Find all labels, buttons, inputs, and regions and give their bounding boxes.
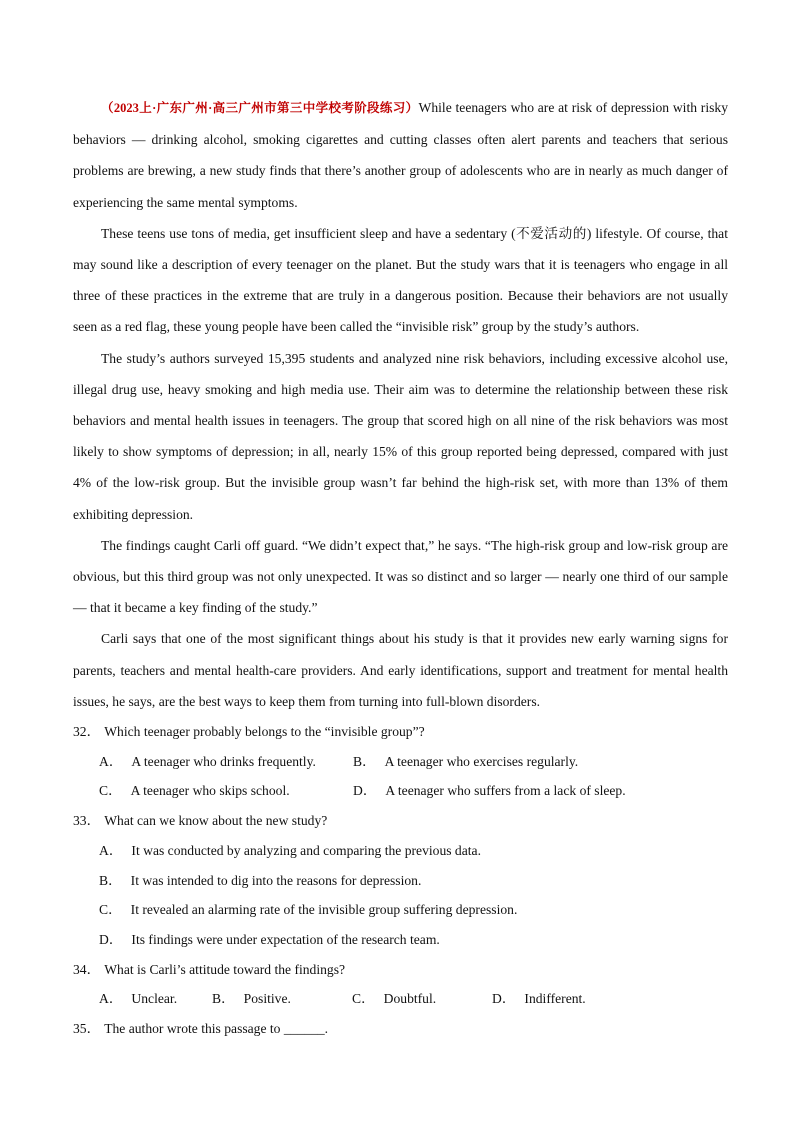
- question-number: 34．: [73, 961, 101, 977]
- question-33-stem: [73, 806, 728, 836]
- option-b[interactable]: B． It was intended to dig into the reasons for depression.: [99, 872, 422, 888]
- option-d[interactable]: D． Its findings were under expectation of the research team.: [99, 931, 440, 947]
- question-number: 35．: [73, 1021, 101, 1037]
- option-b[interactable]: B． A teenager who exercises regularly.: [353, 753, 579, 769]
- question-32-options-row-1: [73, 747, 728, 777]
- passage-paragraph-5: Carli says that one of the most significant things about his study is that it provides new early warning signs for parents, teachers and mental health-care providers. And early identifications, support and treatment for mental health issues, he says, are the best ways to keep them from turning into full-blown disorders.: [73, 631, 728, 709]
- option-a[interactable]: A． Unclear.: [99, 991, 178, 1007]
- question-34-options-row: [73, 984, 728, 1014]
- question-text: Which teenager probably belongs to the “invisible group”?: [104, 724, 425, 740]
- question-text: The author wrote this passage to ______.: [104, 1021, 329, 1037]
- option-c[interactable]: C． Doubtful.: [352, 991, 437, 1007]
- passage-paragraph-1: [73, 92, 728, 218]
- option-d[interactable]: D． Indifferent.: [492, 991, 586, 1007]
- question-32-options-row-2: [73, 776, 728, 806]
- question-number: 33．: [73, 813, 101, 829]
- passage-paragraph-4: The findings caught Carli off guard. “We didn’t expect that,” he says. “The high-risk group and low-risk group are obvious, but this third group was not only unexpected. It was so distinct and so larger — nearly one third of our sample — that it became a key finding of the study.”: [73, 537, 728, 616]
- question-text: What is Carli’s attitude toward the findings?: [104, 961, 346, 977]
- option-b[interactable]: B． Positive.: [212, 991, 291, 1007]
- paragraph-text: While teenagers who are at risk of depression with risky behaviors — drinking alcohol, smoking cigarettes and cutting classes often alert parents and teachers that serious problems are brewing, a new study finds that there’s another group of adolescents who are in nearly as much danger of experiencing the same mental symptoms.: [73, 100, 728, 210]
- question-number: 32．: [73, 724, 101, 740]
- question-32-stem: [73, 717, 728, 747]
- question-list: [73, 717, 728, 1044]
- option-c[interactable]: C． A teenager who skips school.: [99, 783, 290, 799]
- question-35-stem: [73, 1014, 728, 1044]
- option-a[interactable]: A． A teenager who drinks frequently.: [99, 753, 316, 769]
- question-text: What can we know about the new study?: [104, 813, 328, 829]
- passage-paragraph-2: These teens use tons of media, get insufficient sleep and have a sedentary (不爱活动的) lifestyle. Of course, that may sound like a description of every teenager on the planet. But the study wars that it is teenagers who engage in all three of these practices in the extreme that are truly in a dangerous position. Because their behaviors are not usually seen as a red flag, these young people have been called the “invisible risk” group by the study’s authors.: [73, 225, 728, 335]
- option-a[interactable]: A． It was conducted by analyzing and comparing the previous data.: [99, 842, 481, 858]
- passage-paragraph-3: The study’s authors surveyed 15,395 students and analyzed nine risk behaviors, including excessive alcohol use, illegal drug use, heavy smoking and high media use. Their aim was to determine the relationship between these risk behaviors and mental health issues in teenagers. The group that scored high on all nine of the risk behaviors was most likely to show symptoms of depression; in all, nearly 15% of this group reported being depressed, compared with just 4% of the low-risk group. But the invisible group wasn’t far behind the high-risk set, with more than 13% of them exhibiting depression.: [73, 350, 728, 522]
- option-c[interactable]: C． It revealed an alarming rate of the invisible group suffering depression.: [99, 902, 518, 918]
- option-d[interactable]: D． A teenager who suffers from a lack of sleep.: [353, 783, 626, 799]
- source-label: （2023上·广东广州·高三广州市第三中学校考阶段练习）: [101, 101, 419, 115]
- question-34-stem: [73, 955, 728, 985]
